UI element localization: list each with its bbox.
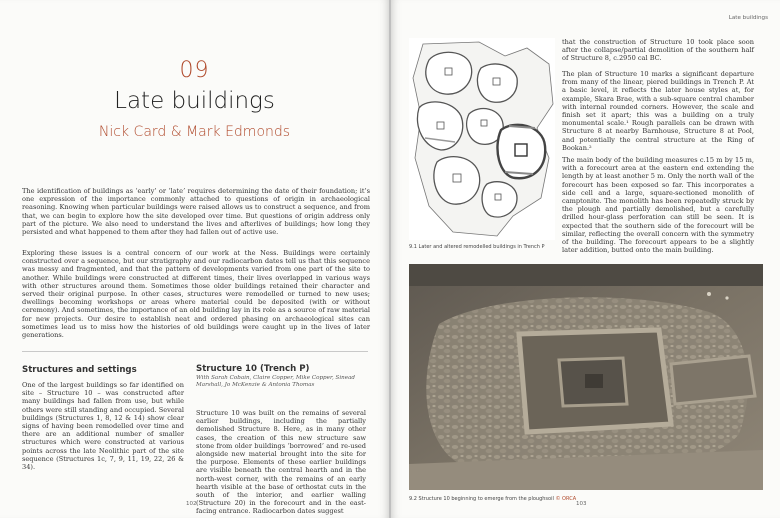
right-page [391, 0, 780, 518]
figure-caption-photo [409, 496, 576, 502]
page-number-left: 102 [186, 501, 197, 507]
section-credits: With Sarah Cobain, Claire Copper, Mike Copper, Sinead Marshall, Jo McKenzie & Antonia Thomas [196, 375, 356, 389]
site-plan-drawing [409, 38, 555, 240]
intro-paragraph-2: Exploring these issues is a central concern of our work at the Ness. Buildings were certainly constructed over a sequence, but our stratigraphy and our radiocarbon dates tell us that this sequence was messy and fragmented, and that the pattern of developments varied from one part of the site to another. While buildings were constructed at different times, their lives overlapped in various ways with other structures around them. Sometimes those older buildings retained their character and served their original purpose. In other cases, structures were remodelled or turned to new uses; dwellings becoming workshops or areas where material could be deposited (with or without ceremony). And sometimes, the importance of an old building lay in its role as a source of raw material for new projects. Our desire to establish neat and ordered phasing on archaeological sites can sometimes lead us to miss how the histories of old buildings were caught up in the lives of later generations. [22, 249, 370, 340]
site-plan-figure [409, 38, 555, 240]
running-head: Late buildings [728, 15, 768, 21]
page-number-right: 103 [576, 501, 587, 507]
section-text-structures: One of the largest buildings so far identified on site – Structure 10 – was constructed after many buildings had fallen from use, but while others were still standing and occupied. Several buildings (Structures 1, 8, 12 & 14) show clear signs of having been remodelled over time and there are an additional number of smaller structures which were constructed at various points across the late Neolithic part of the site sequence (Structures 1c, 7, 9, 11, 19, 22, 26 & 34). [22, 381, 184, 472]
right-paragraph-1: that the construction of Structure 10 took place soon after the collapse/partial demolition of the southern half of Structure 8, c.2950 cal BC. [562, 38, 754, 63]
chapter-number: 09 [179, 58, 210, 83]
chapter-authors: Nick Card & Mark Edmonds [98, 124, 291, 140]
chapter-title: Late buildings [114, 88, 275, 114]
section-text-structure-10: Structure 10 was built on the remains of several earlier buildings, including the partially demolished Structure 8. Here, as in many other cases, the creation of this new structure saw stone from older buildings ‘borrowed’ and re-used alongside new material brought into the site for the purpose. Elements of these earlier buildings are visible beneath the central hearth and in the north-west corner, with the remains of an early hearth visible at the base of orthostat cuts in the south of the interior, and earlier walling (Structure 20) in the forecourt and in the east-facing entrance. Radiocarbon dates suggest [196, 409, 366, 516]
left-page [0, 0, 389, 518]
photo-credit: © ORCA [555, 496, 577, 502]
figure-caption-plan: 9.1 Later and altered remodelled buildings in Trench P [409, 244, 545, 250]
section-heading-structures: Structures and settings [22, 365, 137, 375]
right-paragraph-3: The main body of the building measures c.15 m by 15 m, with a forecourt area at the eastern end extending the length by at least another 5 m. Only the north wall of the forecourt has been exposed so far. This incorporates a side cell and a large, square-sectioned monolith of camptonite. The monolith has been repeatedly struck by the plough and partially demolished, but a carefully drilled hour-glass perforation can still be seen. It is expected that the southern side of the forecourt will be similar, reflecting the overall concern with the symmetry of the building. The forecourt appears to be a slightly later addition, butted onto the main building. [562, 156, 754, 255]
photo-caption-text: 9.2 Structure 10 beginning to emerge from the ploughsoil [409, 496, 554, 502]
excavation-photo-image [409, 264, 763, 490]
section-heading-structure-10: Structure 10 (Trench P) [196, 364, 310, 374]
excavation-photo [409, 264, 763, 490]
section-divider [22, 351, 368, 352]
right-paragraph-2: The plan of Structure 10 marks a significant departure from many of the linear, piered buildings in Trench P. At a basic level, it reflects the later house styles at, for example, Skara Brae, with a sub-square central chamber with internal rounded corners. However, the scale and finish set it apart; this was a building on a truly monumental scale.¹ Rough parallels can be drawn with Structure 8 at nearby Barnhouse, Structure 8 at Pool, and potentially the central structure at the Ring of Bookan.² [562, 70, 754, 152]
intro-paragraph-1: The identification of buildings as ‘early’ or ‘late’ requires determining the date of their foundation; it’s one expression of the importance commonly attached to questions of origin in archaeological reasoning. Knowing when particular buildings were raised allows us to construct a sequence, and from that, we can begin to explore how the site developed over time. But questions of origin address only part of the picture. We also need to understand the lives and afterlives of buildings; how long they persisted and what happened to them after they had fallen out of active use. [22, 187, 370, 237]
